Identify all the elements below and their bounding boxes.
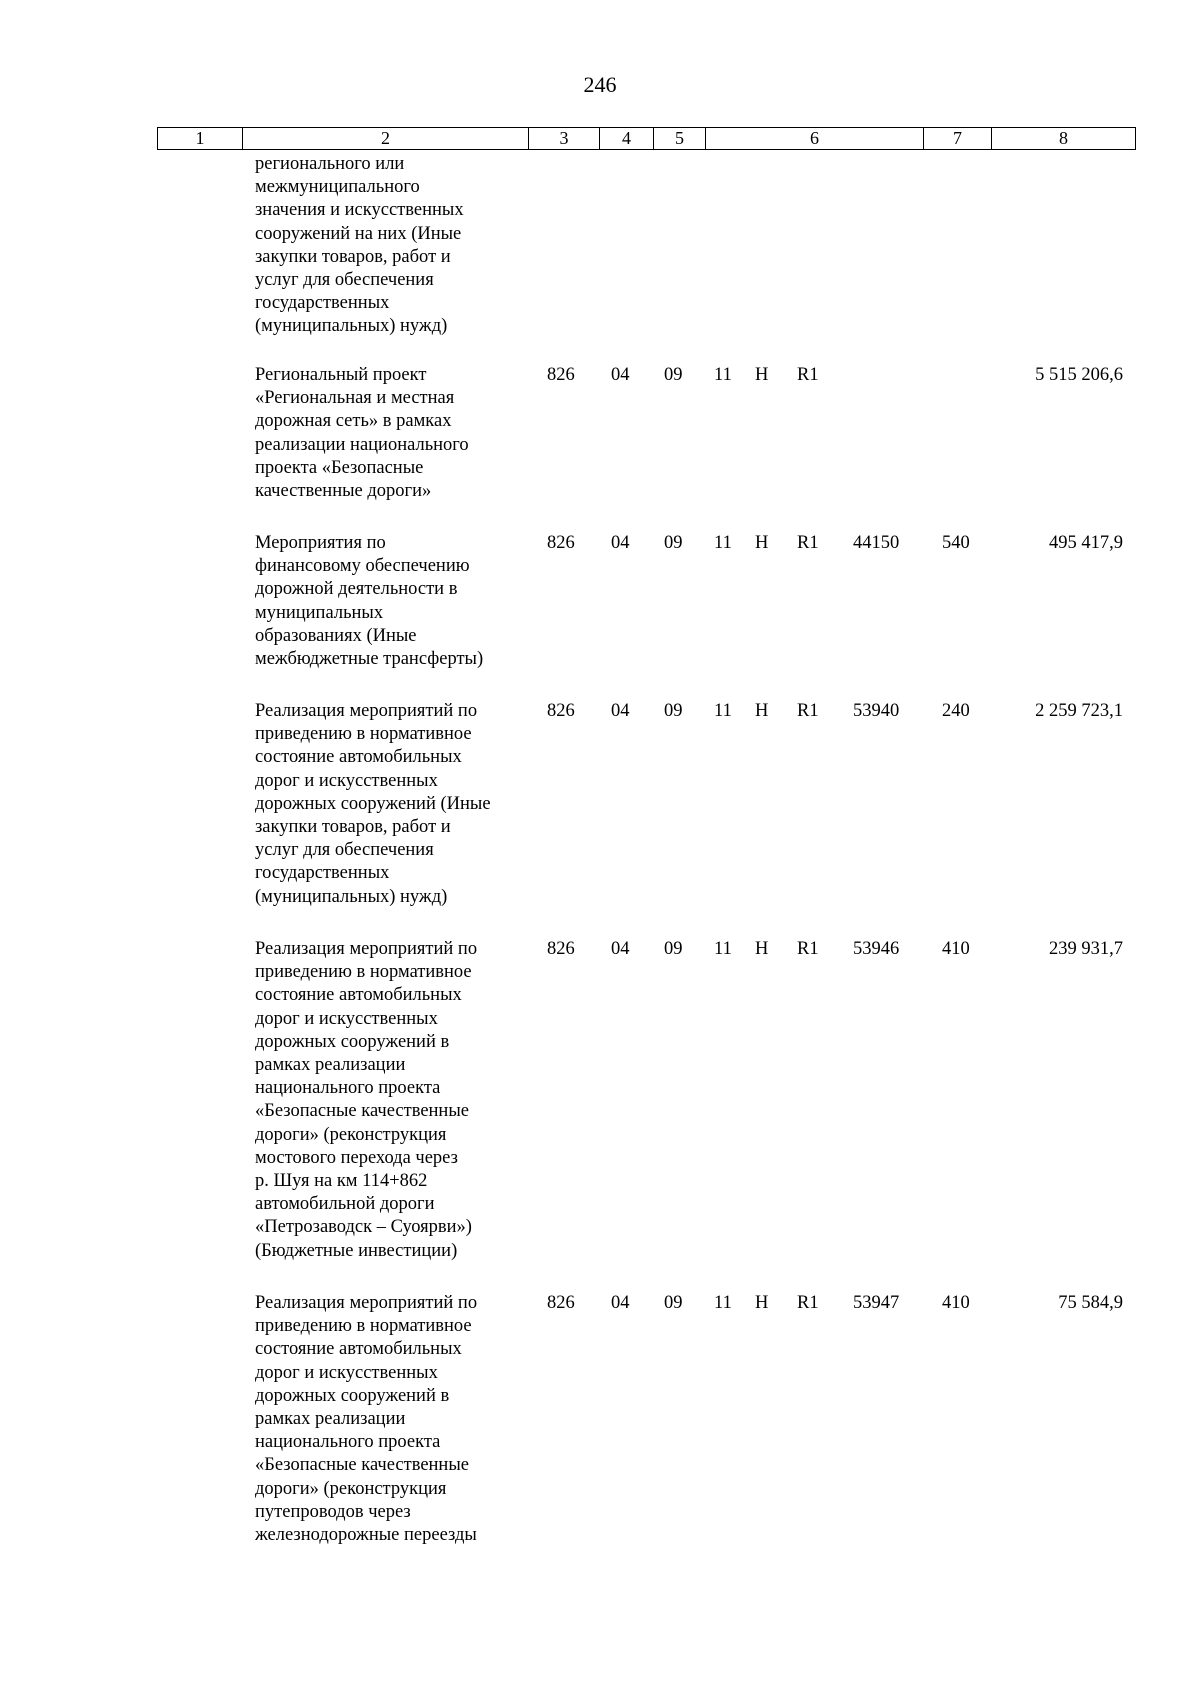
column-header-4: 4 — [600, 128, 654, 150]
row-description: регионального или межмуниципального значения и искусственных сооружений на них (Иные закупки товаров, работ и услуг для обеспечения государственных (муниципальных) нужд) — [255, 154, 464, 337]
row-col6-sub: Н — [755, 365, 769, 385]
row-col6-project: R1 — [797, 365, 819, 385]
row-amount: 239 931,7 — [1049, 939, 1123, 959]
row-col6-program: 11 — [714, 939, 732, 959]
row-col5: 09 — [664, 939, 683, 959]
row-col3: 826 — [547, 939, 575, 959]
row-col6-project: R1 — [797, 533, 819, 553]
row-col6-sub: Н — [755, 701, 769, 721]
column-header-2: 2 — [243, 128, 529, 150]
row-col6-program: 11 — [714, 1293, 732, 1313]
column-header-8: 8 — [992, 128, 1136, 150]
row-description: Мероприятия по финансовому обеспечению дорожной деятельности в муниципальных образованиях (Иные межбюджетные трансферты) — [255, 533, 484, 670]
column-header-row — [158, 128, 1136, 150]
row-col6-sub: Н — [755, 1293, 769, 1313]
row-description: Реализация мероприятий по приведению в нормативное состояние автомобильных дорог и искусственных дорожных сооружений (Иные закупки товаров, работ и услуг для обеспечения государственных (муниципальных) нужд) — [255, 701, 491, 907]
row-col4: 04 — [611, 533, 630, 553]
row-col7: 410 — [942, 1293, 970, 1313]
column-header-table — [157, 127, 1136, 150]
row-col6-program: 11 — [714, 701, 732, 721]
row-col6-project: R1 — [797, 1293, 819, 1313]
row-col6-sub: Н — [755, 939, 769, 959]
row-description: Региональный проект «Региональная и местная дорожная сеть» в рамках реализации национального проекта «Безопасные качественные дороги» — [255, 365, 469, 502]
row-col4: 04 — [611, 939, 630, 959]
row-col6-sub: Н — [755, 533, 769, 553]
row-col3: 826 — [547, 365, 575, 385]
column-header-7: 7 — [924, 128, 992, 150]
row-col7: 410 — [942, 939, 970, 959]
row-amount: 2 259 723,1 — [1035, 701, 1123, 721]
row-col3: 826 — [547, 701, 575, 721]
row-col4: 04 — [611, 1293, 630, 1313]
row-amount: 495 417,9 — [1049, 533, 1123, 553]
row-col6-program: 11 — [714, 365, 732, 385]
row-col7: 540 — [942, 533, 970, 553]
row-col5: 09 — [664, 1293, 683, 1313]
row-col6-code: 53947 — [853, 1293, 900, 1313]
row-col6-code: 53940 — [853, 701, 900, 721]
row-amount: 75 584,9 — [1058, 1293, 1123, 1313]
row-col3: 826 — [547, 533, 575, 553]
row-col3: 826 — [547, 1293, 575, 1313]
column-header-3: 3 — [529, 128, 600, 150]
column-header-1: 1 — [158, 128, 243, 150]
row-col6-project: R1 — [797, 701, 819, 721]
row-col5: 09 — [664, 365, 683, 385]
page-number: 246 — [583, 72, 617, 97]
row-description: Реализация мероприятий по приведению в нормативное состояние автомобильных дорог и искусственных дорожных сооружений в рамках реализации национального проекта «Безопасные качественные дороги» (реконструкция путепроводов через железнодорожные переезды — [255, 1293, 478, 1546]
row-amount: 5 515 206,6 — [1035, 365, 1123, 385]
column-header-5: 5 — [654, 128, 706, 150]
row-col4: 04 — [611, 365, 630, 385]
row-col5: 09 — [664, 533, 683, 553]
column-header-6: 6 — [706, 128, 924, 150]
row-col6-code: 44150 — [853, 533, 900, 553]
row-col6-code: 53946 — [853, 939, 900, 959]
row-col7: 240 — [942, 701, 970, 721]
row-col6-project: R1 — [797, 939, 819, 959]
row-col4: 04 — [611, 701, 630, 721]
row-col5: 09 — [664, 701, 683, 721]
row-description: Реализация мероприятий по приведению в нормативное состояние автомобильных дорог и искусственных дорожных сооружений в рамках реализации национального проекта «Безопасные качественные дороги» (реконструкция мостового перехода через р. Шуя на км 114+862 автомобильной дороги «Петрозаводск – Суоярви») (Бюджетные инвестиции) — [255, 939, 478, 1261]
row-col6-program: 11 — [714, 533, 732, 553]
